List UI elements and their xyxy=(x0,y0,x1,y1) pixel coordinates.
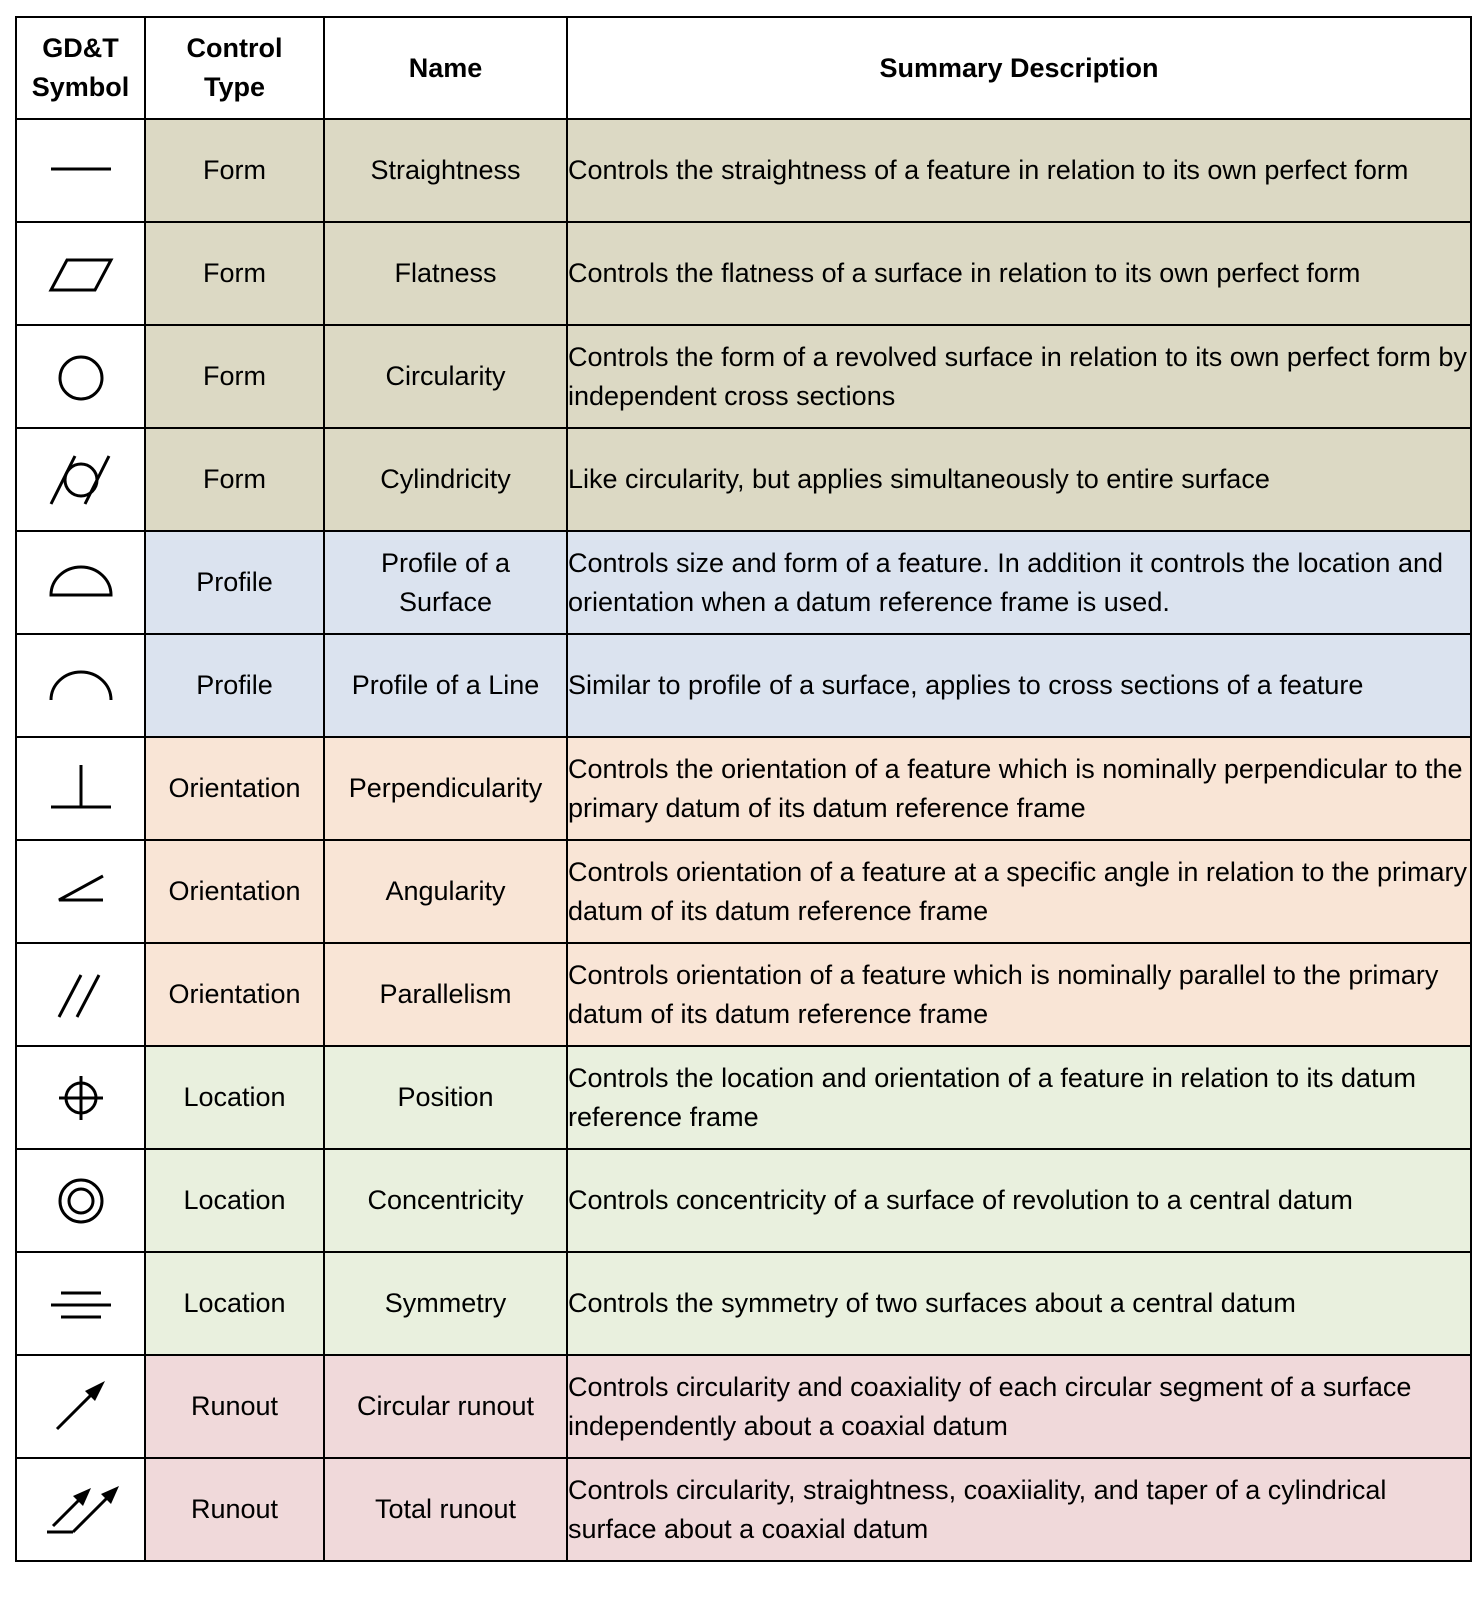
control-type-cell: Form xyxy=(145,222,324,325)
description-cell: Controls concentricity of a surface of revolution to a central datum xyxy=(567,1149,1471,1252)
control-type-cell: Location xyxy=(145,1149,324,1252)
symbol-cell xyxy=(16,119,145,222)
gdt-symbols-table xyxy=(15,16,1472,1562)
table-row xyxy=(16,325,1471,428)
control-type-cell: Profile xyxy=(145,531,324,634)
symbol-cell xyxy=(16,1458,145,1561)
angularity-icon xyxy=(33,850,129,934)
name-cell: Profile of a Line xyxy=(324,634,567,737)
control-type-cell: Location xyxy=(145,1252,324,1355)
symbol-cell xyxy=(16,325,145,428)
control-type-cell: Orientation xyxy=(145,943,324,1046)
name-cell: Concentricity xyxy=(324,1149,567,1252)
table-row xyxy=(16,634,1471,737)
perpendicularity-icon xyxy=(33,747,129,831)
symbol-cell xyxy=(16,943,145,1046)
description-cell: Controls orientation of a feature which is nominally parallel to the primary datum of its datum reference frame xyxy=(567,943,1471,1046)
control-type-cell: Profile xyxy=(145,634,324,737)
header-summary-description: Summary Description xyxy=(567,17,1471,119)
table-row xyxy=(16,1149,1471,1252)
control-type-cell: Form xyxy=(145,428,324,531)
header-name: Name xyxy=(324,17,567,119)
symbol-cell xyxy=(16,737,145,840)
symbol-cell xyxy=(16,428,145,531)
symbol-cell xyxy=(16,222,145,325)
table-row xyxy=(16,737,1471,840)
total-runout-icon xyxy=(33,1468,129,1552)
symmetry-icon xyxy=(33,1262,129,1346)
control-type-cell: Form xyxy=(145,325,324,428)
control-type-cell: Orientation xyxy=(145,840,324,943)
table-row xyxy=(16,1252,1471,1355)
table-row xyxy=(16,428,1471,531)
description-cell: Similar to profile of a surface, applies to cross sections of a feature xyxy=(567,634,1471,737)
control-type-cell: Form xyxy=(145,119,324,222)
header-control-type: Control Type xyxy=(145,17,324,119)
description-cell: Controls size and form of a feature. In addition it controls the location and orientation when a datum reference frame is used. xyxy=(567,531,1471,634)
description-cell: Controls the location and orientation of a feature in relation to its datum reference frame xyxy=(567,1046,1471,1149)
profile-of-line-icon xyxy=(33,644,129,728)
concentricity-icon xyxy=(33,1159,129,1243)
table-row xyxy=(16,531,1471,634)
profile-of-surface-icon xyxy=(33,541,129,625)
parallelism-icon xyxy=(33,953,129,1037)
description-cell: Controls the straightness of a feature in relation to its own perfect form xyxy=(567,119,1471,222)
name-cell: Angularity xyxy=(324,840,567,943)
table-row xyxy=(16,1355,1471,1458)
header-row xyxy=(16,17,1471,119)
name-cell: Perpendicularity xyxy=(324,737,567,840)
description-cell: Controls circularity, straightness, coaxiiality, and taper of a cylindrical surface about a coaxial datum xyxy=(567,1458,1471,1561)
position-icon xyxy=(33,1056,129,1140)
symbol-cell xyxy=(16,840,145,943)
table-row xyxy=(16,840,1471,943)
table-row xyxy=(16,222,1471,325)
table-row xyxy=(16,943,1471,1046)
name-cell: Profile of a Surface xyxy=(324,531,567,634)
table-row xyxy=(16,1046,1471,1149)
cylindricity-icon xyxy=(33,438,129,522)
name-cell: Parallelism xyxy=(324,943,567,1046)
name-cell: Circularity xyxy=(324,325,567,428)
name-cell: Flatness xyxy=(324,222,567,325)
description-cell: Controls the orientation of a feature which is nominally perpendicular to the primary datum of its datum reference frame xyxy=(567,737,1471,840)
description-cell: Controls the flatness of a surface in relation to its own perfect form xyxy=(567,222,1471,325)
name-cell: Straightness xyxy=(324,119,567,222)
name-cell: Symmetry xyxy=(324,1252,567,1355)
name-cell: Cylindricity xyxy=(324,428,567,531)
control-type-cell: Runout xyxy=(145,1355,324,1458)
symbol-cell xyxy=(16,1149,145,1252)
symbol-cell xyxy=(16,1252,145,1355)
control-type-cell: Orientation xyxy=(145,737,324,840)
name-cell: Total runout xyxy=(324,1458,567,1561)
name-cell: Position xyxy=(324,1046,567,1149)
circular-runout-icon xyxy=(33,1365,129,1449)
description-cell: Controls orientation of a feature at a specific angle in relation to the primary datum of its datum reference frame xyxy=(567,840,1471,943)
symbol-cell xyxy=(16,531,145,634)
control-type-cell: Runout xyxy=(145,1458,324,1561)
description-cell: Controls circularity and coaxiality of each circular segment of a surface independently about a coaxial datum xyxy=(567,1355,1471,1458)
flatness-icon xyxy=(33,232,129,316)
straightness-icon xyxy=(33,129,129,213)
symbol-cell xyxy=(16,1046,145,1149)
name-cell: Circular runout xyxy=(324,1355,567,1458)
description-cell: Like circularity, but applies simultaneously to entire surface xyxy=(567,428,1471,531)
table-row xyxy=(16,119,1471,222)
circularity-icon xyxy=(33,335,129,419)
symbol-cell xyxy=(16,1355,145,1458)
header-symbol: GD&T Symbol xyxy=(16,17,145,119)
description-cell: Controls the form of a revolved surface in relation to its own perfect form by independent cross sections xyxy=(567,325,1471,428)
description-cell: Controls the symmetry of two surfaces about a central datum xyxy=(567,1252,1471,1355)
control-type-cell: Location xyxy=(145,1046,324,1149)
symbol-cell xyxy=(16,634,145,737)
table-row xyxy=(16,1458,1471,1561)
